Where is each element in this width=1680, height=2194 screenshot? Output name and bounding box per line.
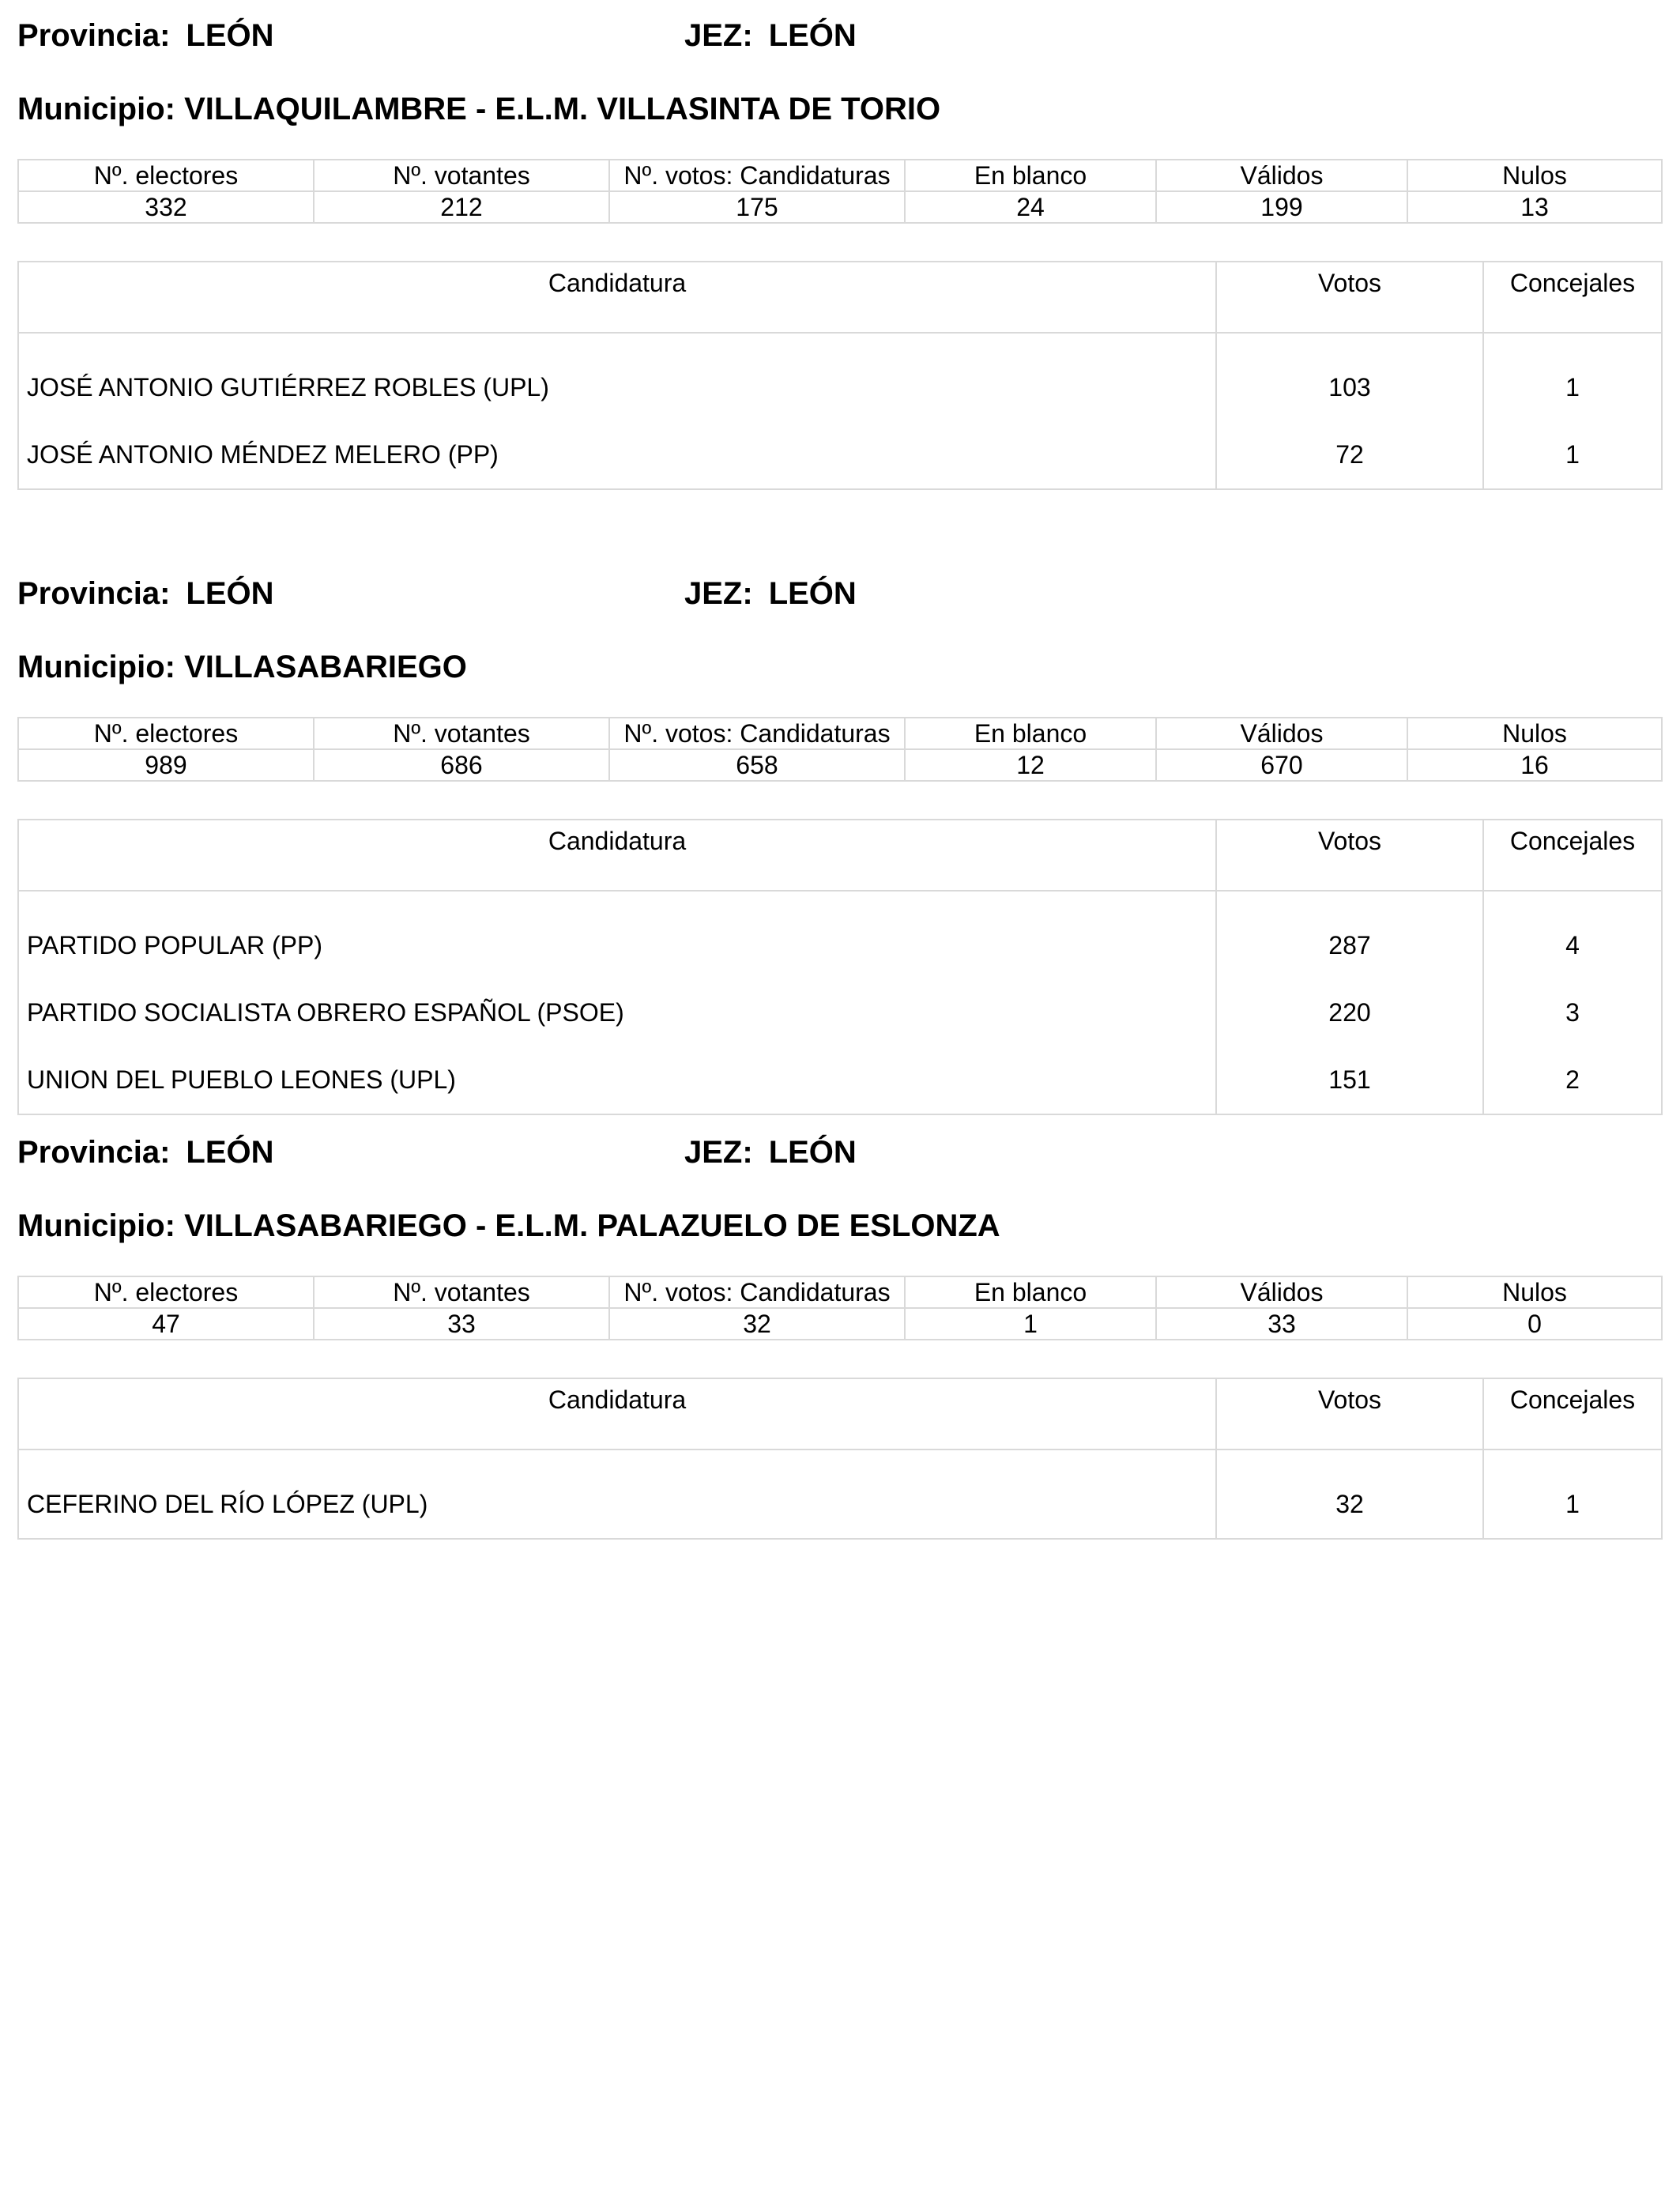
results-table bbox=[17, 261, 1663, 490]
stats-header: Nº. electores bbox=[18, 1276, 314, 1308]
results-header: Concejales bbox=[1483, 820, 1662, 891]
table-row bbox=[18, 891, 1662, 979]
stats-value: 175 bbox=[609, 191, 905, 223]
votos-cell: 287 bbox=[1216, 891, 1483, 979]
results-header-row bbox=[18, 1378, 1662, 1449]
stats-header-row bbox=[18, 1276, 1662, 1308]
municipio-value: VILLASABARIEGO - E.L.M. PALAZUELO DE ESLONZA bbox=[184, 1208, 1000, 1243]
jez-value: LEÓN bbox=[768, 1135, 857, 1170]
stats-header: Nº. electores bbox=[18, 160, 314, 191]
stats-header: Nulos bbox=[1407, 1276, 1662, 1308]
stats-header: En blanco bbox=[905, 160, 1156, 191]
stats-header: En blanco bbox=[905, 718, 1156, 749]
votos-cell: 151 bbox=[1216, 1046, 1483, 1114]
results-header: Concejales bbox=[1483, 1378, 1662, 1449]
stats-value: 33 bbox=[1156, 1308, 1407, 1340]
stats-value: 0 bbox=[1407, 1308, 1662, 1340]
stats-value: 16 bbox=[1407, 749, 1662, 781]
stats-value: 47 bbox=[18, 1308, 314, 1340]
table-row bbox=[18, 979, 1662, 1046]
table-row bbox=[18, 333, 1662, 421]
table-row bbox=[18, 1046, 1662, 1114]
stats-header-row bbox=[18, 160, 1662, 191]
stats-header: Nº. votantes bbox=[314, 718, 609, 749]
stats-value: 13 bbox=[1407, 191, 1662, 223]
stats-header: Válidos bbox=[1156, 1276, 1407, 1308]
candidatura-cell: CEFERINO DEL RÍO LÓPEZ (UPL) bbox=[18, 1449, 1216, 1539]
provincia-value: LEÓN bbox=[186, 576, 274, 611]
candidatura-cell: JOSÉ ANTONIO MÉNDEZ MELERO (PP) bbox=[18, 421, 1216, 489]
stats-header: Nº. votantes bbox=[314, 1276, 609, 1308]
stats-header: Nulos bbox=[1407, 160, 1662, 191]
concejales-cell: 3 bbox=[1483, 979, 1662, 1046]
stats-header: Válidos bbox=[1156, 718, 1407, 749]
municipio-value: VILLAQUILAMBRE - E.L.M. VILLASINTA DE TORIO bbox=[184, 92, 941, 126]
municipio-value: VILLASABARIEGO bbox=[184, 650, 467, 684]
municipio-heading: Municipio: VILLASABARIEGO bbox=[17, 650, 467, 684]
jez-heading: JEZ: LEÓN bbox=[684, 1135, 857, 1170]
provincia-value: LEÓN bbox=[186, 18, 274, 53]
provincia-heading: Provincia: LEÓN bbox=[17, 576, 274, 611]
concejales-cell: 4 bbox=[1483, 891, 1662, 979]
stats-value: 332 bbox=[18, 191, 314, 223]
provincia-heading: Provincia: LEÓN bbox=[17, 1135, 274, 1170]
table-row bbox=[18, 421, 1662, 489]
stats-header: Nº. votos: Candidaturas bbox=[609, 160, 905, 191]
results-header: Votos bbox=[1216, 262, 1483, 333]
results-header: Votos bbox=[1216, 1378, 1483, 1449]
stats-table bbox=[17, 1276, 1663, 1340]
jez-value: LEÓN bbox=[768, 576, 857, 611]
stats-value: 199 bbox=[1156, 191, 1407, 223]
results-header-row bbox=[18, 820, 1662, 891]
stats-value: 670 bbox=[1156, 749, 1407, 781]
candidatura-cell: JOSÉ ANTONIO GUTIÉRREZ ROBLES (UPL) bbox=[18, 333, 1216, 421]
stats-value: 212 bbox=[314, 191, 609, 223]
municipio-heading: Municipio: VILLAQUILAMBRE - E.L.M. VILLASINTA DE TORIO bbox=[17, 92, 941, 126]
stats-value-row bbox=[18, 191, 1662, 223]
municipio-heading: Municipio: VILLASABARIEGO - E.L.M. PALAZUELO DE ESLONZA bbox=[17, 1208, 1000, 1243]
stats-header-row bbox=[18, 718, 1662, 749]
concejales-cell: 1 bbox=[1483, 421, 1662, 489]
results-header: Candidatura bbox=[18, 262, 1216, 333]
results-header: Concejales bbox=[1483, 262, 1662, 333]
results-header: Candidatura bbox=[18, 820, 1216, 891]
provincia-value: LEÓN bbox=[186, 1135, 274, 1170]
candidatura-cell: PARTIDO SOCIALISTA OBRERO ESPAÑOL (PSOE) bbox=[18, 979, 1216, 1046]
jez-heading: JEZ: LEÓN bbox=[684, 576, 857, 611]
stats-value: 24 bbox=[905, 191, 1156, 223]
concejales-cell: 1 bbox=[1483, 333, 1662, 421]
stats-value: 989 bbox=[18, 749, 314, 781]
stats-table bbox=[17, 717, 1663, 782]
results-header-row bbox=[18, 262, 1662, 333]
results-header: Candidatura bbox=[18, 1378, 1216, 1449]
provincia-heading: Provincia: LEÓN bbox=[17, 18, 274, 53]
stats-value: 33 bbox=[314, 1308, 609, 1340]
stats-table bbox=[17, 159, 1663, 224]
stats-header: Válidos bbox=[1156, 160, 1407, 191]
stats-header: Nº. votos: Candidaturas bbox=[609, 718, 905, 749]
stats-value-row bbox=[18, 1308, 1662, 1340]
stats-header: En blanco bbox=[905, 1276, 1156, 1308]
votos-cell: 32 bbox=[1216, 1449, 1483, 1539]
jez-value: LEÓN bbox=[768, 18, 857, 53]
results-table bbox=[17, 1378, 1663, 1540]
jez-heading: JEZ: LEÓN bbox=[684, 18, 857, 53]
concejales-cell: 2 bbox=[1483, 1046, 1662, 1114]
votos-cell: 103 bbox=[1216, 333, 1483, 421]
stats-value: 12 bbox=[905, 749, 1156, 781]
votos-cell: 220 bbox=[1216, 979, 1483, 1046]
table-row bbox=[18, 1449, 1662, 1539]
votos-cell: 72 bbox=[1216, 421, 1483, 489]
stats-value: 686 bbox=[314, 749, 609, 781]
candidatura-cell: PARTIDO POPULAR (PP) bbox=[18, 891, 1216, 979]
stats-header: Nº. votos: Candidaturas bbox=[609, 1276, 905, 1308]
results-table bbox=[17, 819, 1663, 1115]
stats-value: 1 bbox=[905, 1308, 1156, 1340]
stats-value-row bbox=[18, 749, 1662, 781]
stats-header: Nº. votantes bbox=[314, 160, 609, 191]
stats-value: 32 bbox=[609, 1308, 905, 1340]
concejales-cell: 1 bbox=[1483, 1449, 1662, 1539]
candidatura-cell: UNION DEL PUEBLO LEONES (UPL) bbox=[18, 1046, 1216, 1114]
results-header: Votos bbox=[1216, 820, 1483, 891]
stats-header: Nulos bbox=[1407, 718, 1662, 749]
stats-header: Nº. electores bbox=[18, 718, 314, 749]
stats-value: 658 bbox=[609, 749, 905, 781]
